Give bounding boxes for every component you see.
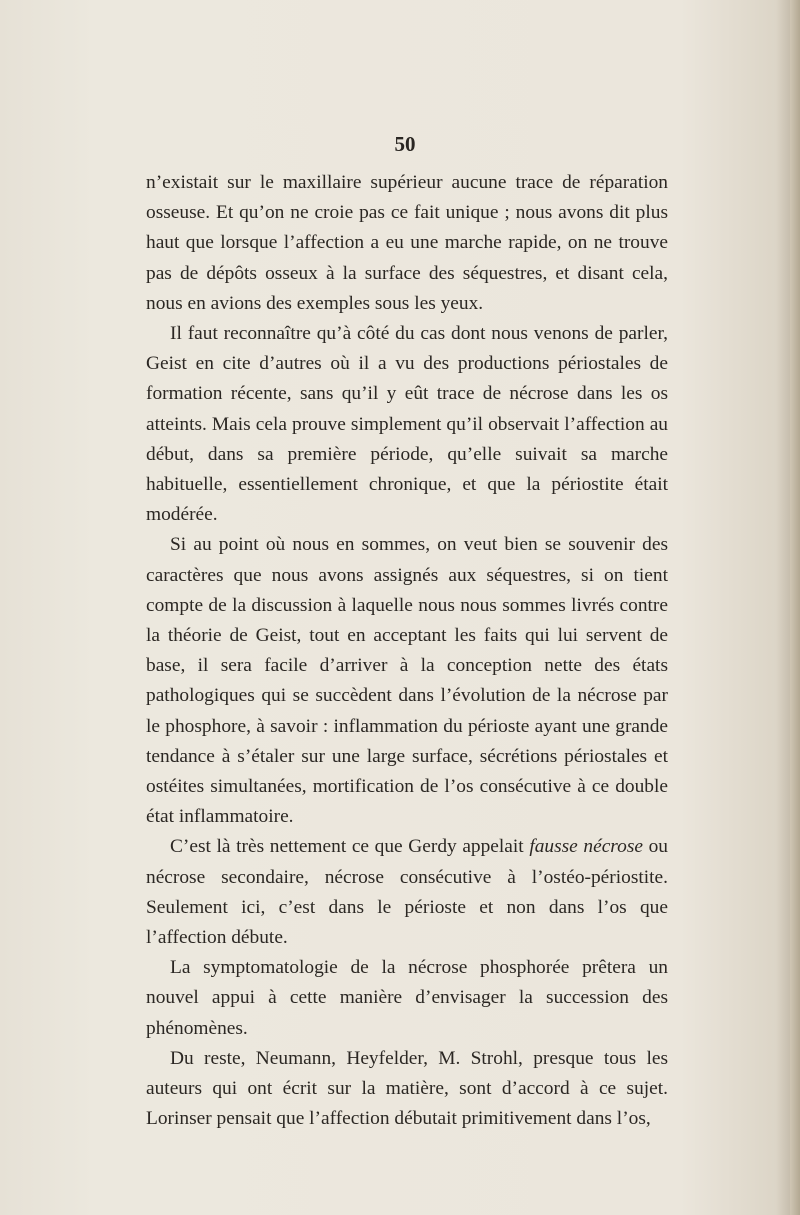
paragraph-2: Il faut reconnaître qu’à côté du cas dont nous venons de parler, Geist en cite d’autres où il a vu des productions périostales de formation récente, sans qu’il y eût trace de nécrose dans les os atteints. Mais cela prouve simplement qu’il observait l’affection au début, dans sa première période, qu’elle suivait sa marche habituelle, essentiellement chronique, et que la périostite était modérée. — [146, 323, 668, 526]
paragraph-4 — [146, 832, 668, 953]
paragraph-4-after: ou nécrose secondaire, nécrose consécutive à l’ostéo-périostite. Seulement ici, c’est dans le périoste et non dans l’os que l’affection débute. — [146, 836, 668, 949]
paragraph-1: n’existait sur le maxillaire supérieur aucune trace de réparation osseuse. Et qu’on ne croie pas ce fait unique ; nous avons dit plus haut que lorsque l’affection a eu une marche rapide, on ne trouve pas de dépôts osseux à la surface des séquestres, et disant cela, nous en avions des exemples sous les yeux. — [146, 172, 668, 314]
paragraph-3: Si au point où nous en sommes, on veut bien se souvenir des caractères que nous avons assignés aux séquestres, si on tient compte de la discussion à laquelle nous nous sommes livrés contre la théorie de Geist, tout en acceptant les faits qui lui servent de base, il sera facile d’arriver à la conception nette des états pathologiques qui se succèdent dans l’évolution de la nécrose par le phosphore, à savoir : inflammation du périoste ayant une grande tendance à s’étaler sur une large surface, sécrétions périostales et ostéites simultanées, mortification de l’os consécutive à ce double état inflammatoire. — [146, 534, 668, 828]
paragraph-5: La symptomatologie de la nécrose phosphorée prêtera un nouvel appui à cette manière d’envisager la succession des phénomènes. — [146, 957, 668, 1039]
paragraph-4-italic-term: fausse nécrose — [529, 836, 643, 858]
body-text — [146, 168, 668, 1135]
page-number: 50 — [394, 132, 416, 156]
paragraph-6: Du reste, Neumann, Heyfelder, M. Strohl, presque tous les auteurs qui ont écrit sur la matière, sont d’accord à ce sujet. Lorinser pensait que l’affection débutait primitivement dans l’os, — [146, 1047, 668, 1130]
paragraph-4-before: C’est là très nettement ce que Gerdy appelait — [170, 836, 530, 858]
page-edge — [790, 0, 800, 1215]
